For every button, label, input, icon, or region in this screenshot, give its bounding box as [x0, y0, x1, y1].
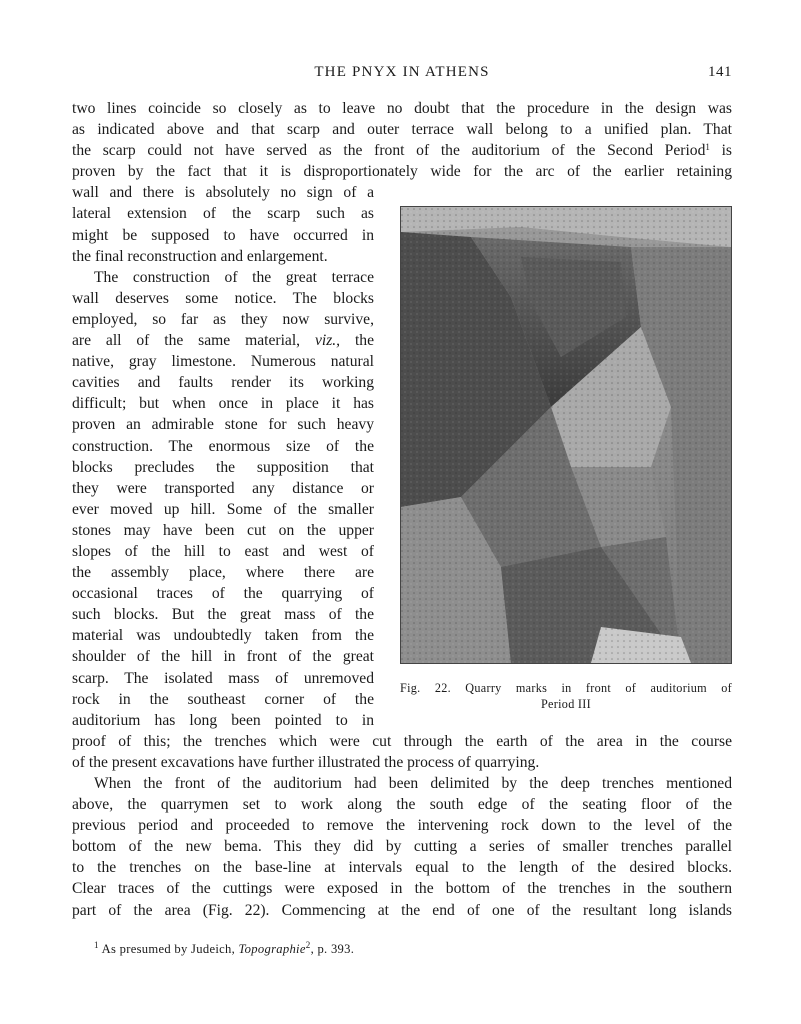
text-line: Clear traces of the cuttings were exposed in the bottom of the trenches in the southern [72, 880, 732, 898]
text-line: material was undoubtedly taken from the [72, 627, 374, 645]
text-line: difficult; but when once in place it has [72, 395, 374, 413]
text-line: native, gray limestone. Numerous natural [72, 353, 374, 371]
text-line: proven by the fact that it is disproportionately wide for the arc of the earlier retaining [72, 163, 732, 181]
text-line: of the present excavations have further illustrated the process of quarrying. [72, 753, 540, 771]
text-line: part of the area (Fig. 22). Commencing at the end of one of the resultant long islands [72, 901, 732, 919]
text-line: stones may have been cut on the upper [72, 521, 374, 539]
quarry-photo [400, 206, 732, 664]
text-line: occasional traces of the quarrying of [72, 585, 374, 603]
caption-line: Fig. 22. Quarry marks in front of auditorium of [400, 681, 732, 695]
text-line: lateral extension of the scarp such as [72, 205, 374, 223]
footnote-marker: 1 [94, 940, 99, 950]
text-line: such blocks. But the great mass of the [72, 606, 374, 624]
text-line: scarp. The isolated mass of unremoved [72, 669, 374, 687]
text-line: bottom of the new bema. This they did by cutting a series of smaller trenches parallel [72, 838, 732, 856]
text-line: two lines coincide so closely as to leave no doubt that the procedure in the design was [72, 100, 732, 117]
text-line: blocks precludes the supposition that [72, 458, 374, 476]
text-line: construction. The enormous size of the [72, 437, 374, 455]
text-line: cavities and faults render its working [72, 374, 374, 392]
text-line: proof of this; the trenches which were cut through the earth of the area in the course [72, 732, 732, 750]
text-line: When the front of the auditorium had been delimited by the deep trenches mentioned [94, 775, 732, 792]
running-title: THE PNYX IN ATHENS [314, 64, 490, 80]
running-header [72, 64, 732, 86]
text-line: auditorium has long been pointed to in [72, 711, 374, 729]
footnote-italic-title: Topographie [238, 942, 306, 956]
text-line: as indicated above and that scarp and outer terrace wall belong to a unified plan. That [72, 121, 732, 139]
text-line: rock in the southeast corner of the [72, 690, 374, 708]
caption-line: Period III [540, 697, 592, 711]
text-line: ever moved up hill. Some of the smaller [72, 500, 374, 518]
italic-word: viz., [314, 332, 341, 350]
footnote: $^1$ As presumed by Judeich, Topographie$^2$, p. 393. [94, 940, 355, 956]
text-line: slopes of the hill to east and west of [72, 542, 374, 560]
figure-22 [400, 206, 732, 712]
text-line: shoulder of the hill in front of the great [72, 648, 374, 666]
figure-caption [400, 680, 732, 712]
text-line: the final reconstruction and enlargement. [72, 247, 328, 265]
text-line: the assembly place, where there are [72, 564, 374, 582]
text-line: above, the quarrymen set to work along the south edge of the seating floor of the [72, 796, 732, 814]
page-number: 141 [708, 64, 732, 80]
text-line: proven an admirable stone for such heavy [72, 416, 374, 434]
text-line: are all of the same material, viz., the [72, 332, 375, 350]
text-line: the scarp could not have served as the front of the auditorium of the Second Period$^1$ is [72, 142, 732, 160]
footnote-superscript: 2 [305, 940, 311, 950]
text-line: might be supposed to have occurred in [72, 226, 374, 244]
text-line: wall and there is absolutely no sign of a [72, 184, 374, 202]
text-line: previous period and proceeded to remove the intervening rock down to the level of the [72, 817, 732, 835]
text-line: wall deserves some notice. The blocks [72, 289, 374, 307]
footnote-ref: 1 [705, 142, 710, 153]
text-line: they were transported any distance or [72, 479, 374, 497]
text-line: to the trenches on the base-line at intervals equal to the length of the desired blocks. [72, 859, 732, 877]
text-line: employed, so far as they now survive, [72, 310, 374, 328]
text-line: The construction of the great terrace [94, 268, 374, 286]
